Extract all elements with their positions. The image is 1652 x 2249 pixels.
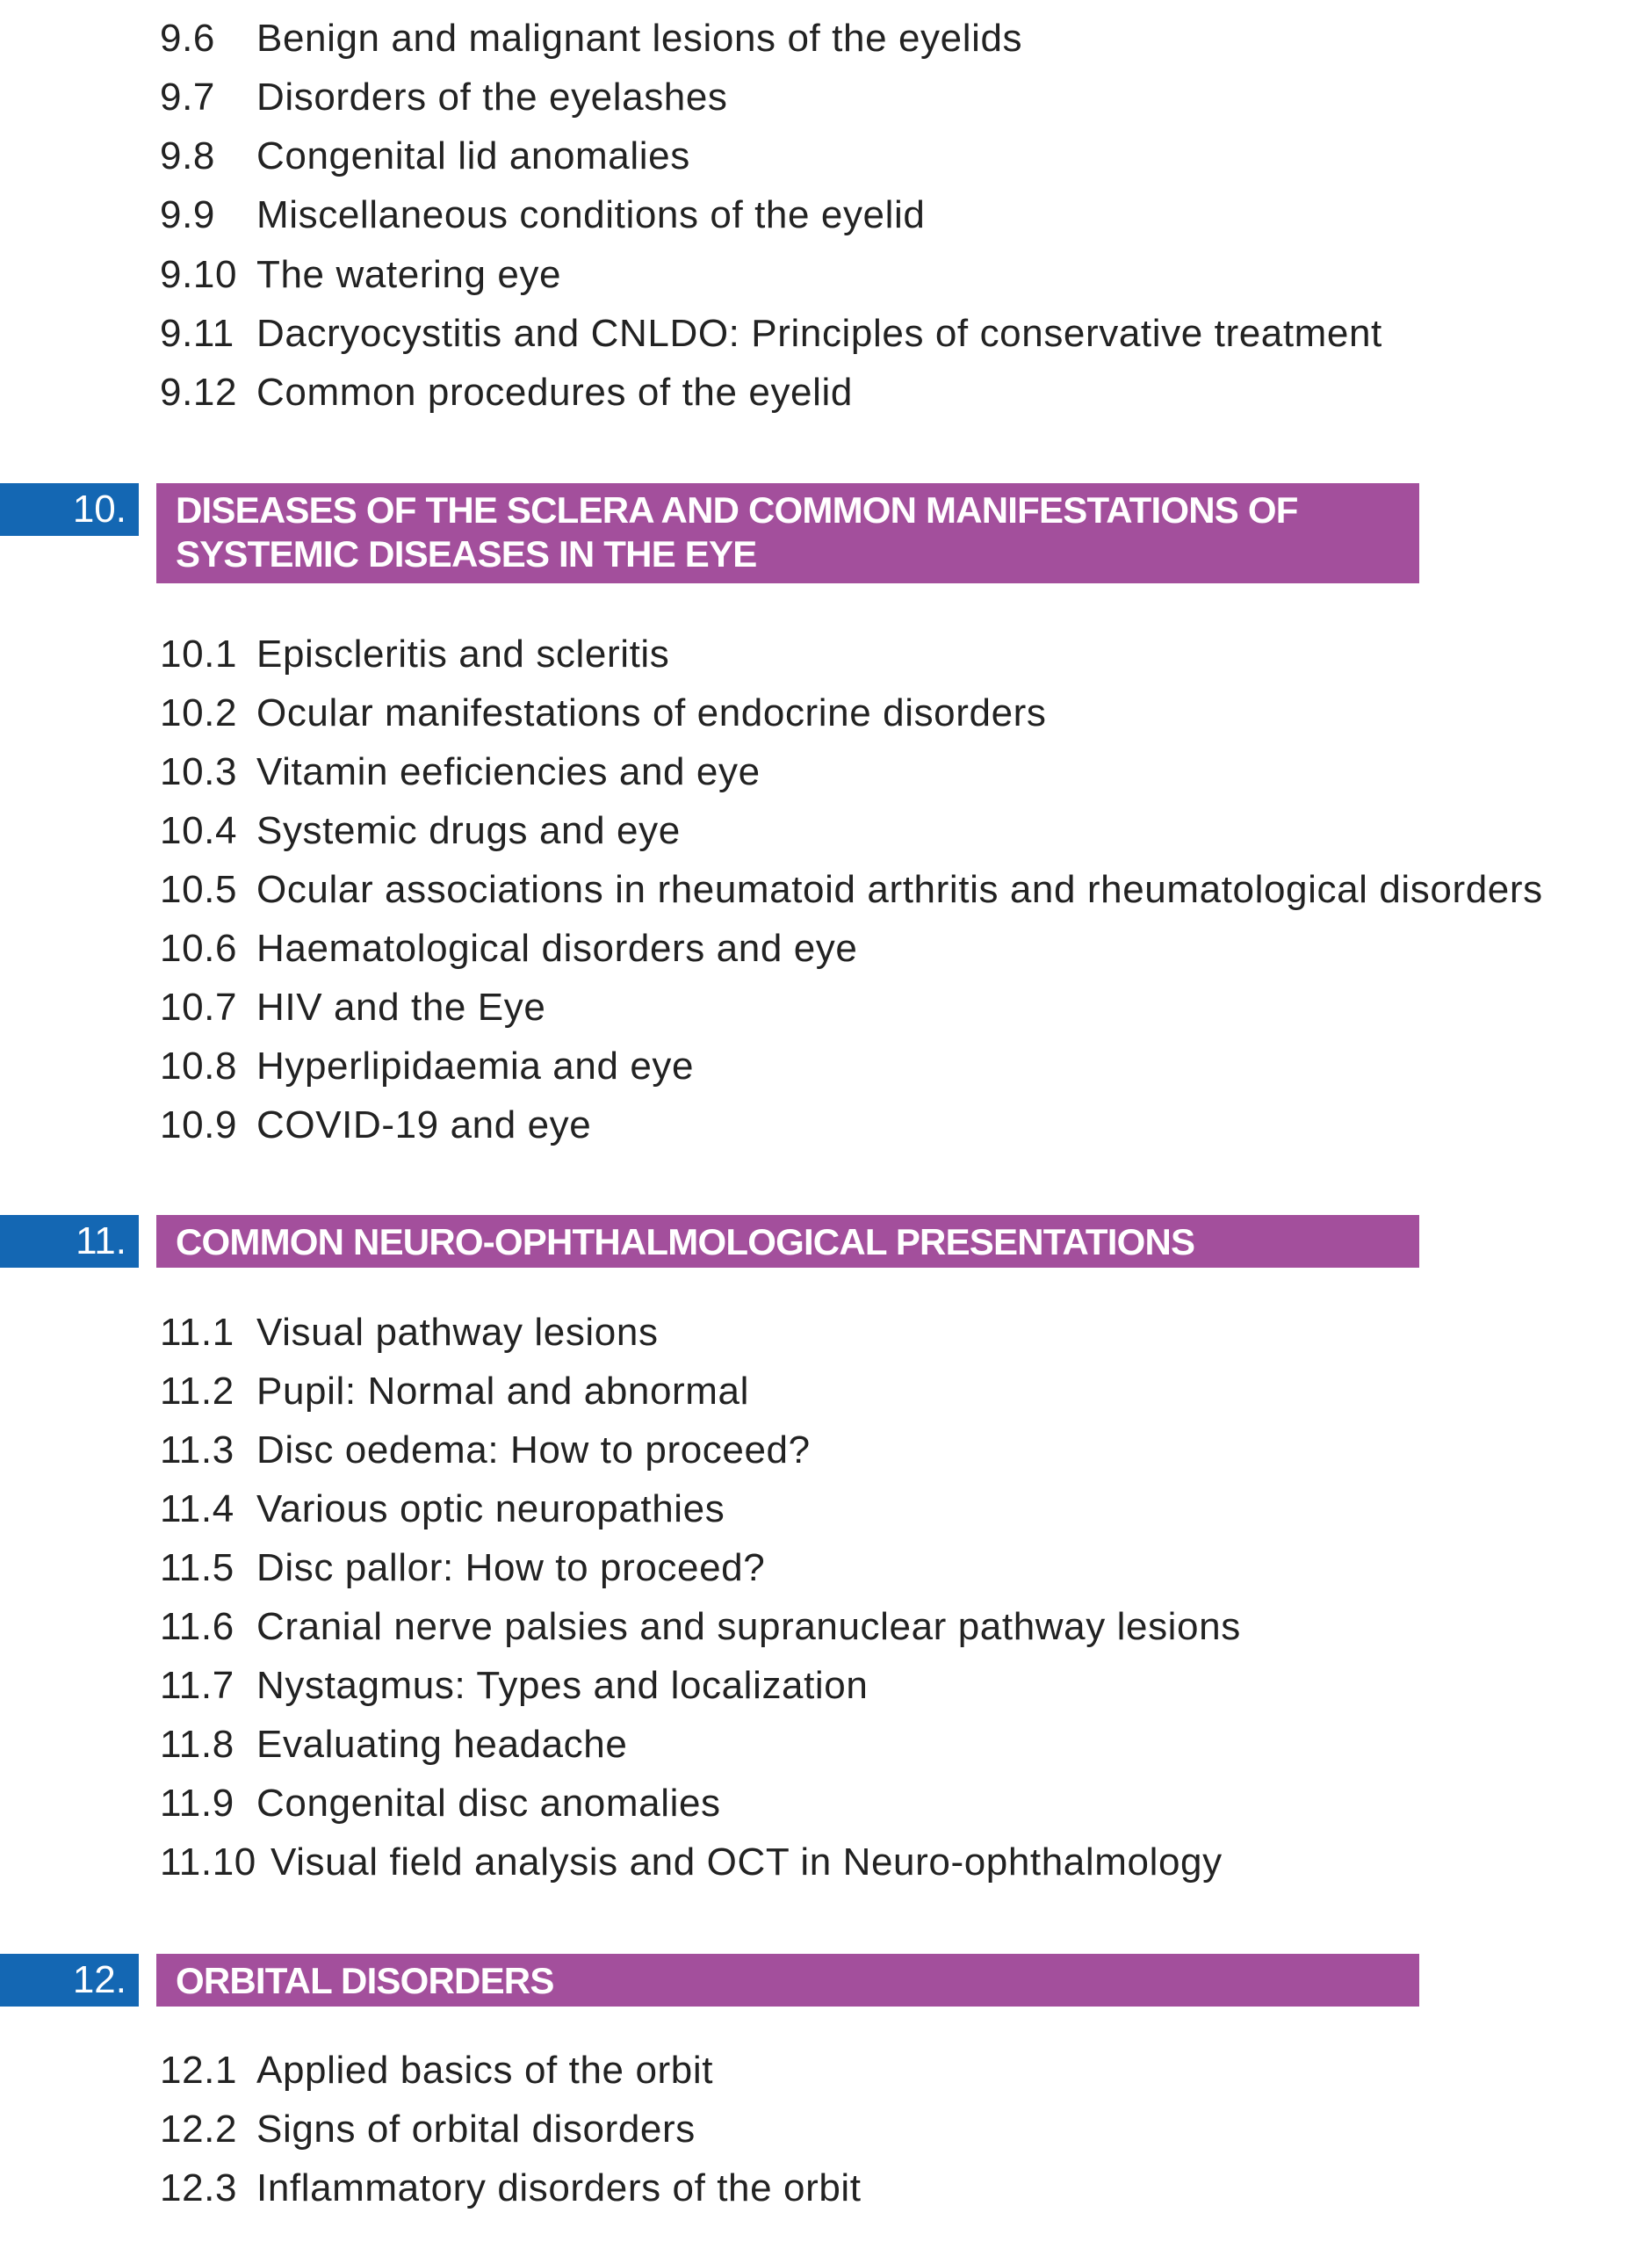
entry-title: Evaluating headache xyxy=(256,1723,628,1766)
entry-title: Various optic neuropathies xyxy=(256,1487,725,1530)
entry-number: 10.3 xyxy=(160,750,238,793)
toc-entry[interactable] xyxy=(160,981,545,1034)
toc-entry[interactable] xyxy=(160,805,681,857)
entry-title: Cranial nerve palsies and supranuclear pathway lesions xyxy=(256,1605,1241,1648)
entry-number: 10.9 xyxy=(160,1103,238,1146)
toc-entry[interactable] xyxy=(160,864,1543,916)
chapter-12-number: 12. xyxy=(0,1954,139,2007)
toc-entry[interactable] xyxy=(160,1365,749,1418)
entry-number: 11.3 xyxy=(160,1428,234,1472)
entry-title: Vitamin eeficiencies and eye xyxy=(256,750,761,793)
entry-number: 9.7 xyxy=(160,76,215,119)
chapter-11-number: 11. xyxy=(0,1215,139,1268)
entry-title: Disorders of the eyelashes xyxy=(256,76,728,119)
entry-title: COVID-19 and eye xyxy=(256,1103,592,1146)
chapter-11-title[interactable]: COMMON NEURO-OPHTHALMOLOGICAL PRESENTATIONS xyxy=(156,1215,1419,1268)
entry-number: 11.9 xyxy=(160,1782,234,1825)
toc-entry[interactable] xyxy=(160,130,690,183)
toc-entry[interactable] xyxy=(160,1424,811,1477)
entry-number: 12.3 xyxy=(160,2166,238,2209)
entry-title: Episcleritis and scleritis xyxy=(256,633,670,676)
entry-number: 10.1 xyxy=(160,633,238,676)
entry-title: Congenital lid anomalies xyxy=(256,134,690,177)
entry-number: 11.10 xyxy=(160,1840,256,1884)
entry-title: HIV and the Eye xyxy=(256,986,546,1029)
entry-title: Visual pathway lesions xyxy=(256,1311,659,1354)
entry-number: 11.7 xyxy=(160,1664,234,1707)
toc-entry[interactable] xyxy=(160,1483,725,1536)
entry-number: 9.9 xyxy=(160,193,215,236)
entry-title: Miscellaneous conditions of the eyelid xyxy=(256,193,926,236)
entry-number: 11.4 xyxy=(160,1487,234,1530)
entry-title: Applied basics of the orbit xyxy=(256,2049,714,2092)
entry-number: 11.1 xyxy=(160,1311,234,1354)
toc-entry[interactable] xyxy=(160,922,857,975)
entry-number: 11.2 xyxy=(160,1370,234,1413)
chapter-10-title-line1: DISEASES OF THE SCLERA AND COMMON MANIFESTATIONS OF xyxy=(176,489,1298,531)
toc-entry[interactable] xyxy=(160,12,1022,65)
toc-entry[interactable] xyxy=(160,1040,694,1093)
toc-entry[interactable] xyxy=(160,1306,659,1359)
entry-title: Congenital disc anomalies xyxy=(256,1782,721,1825)
toc-entry[interactable] xyxy=(160,746,761,799)
entry-number: 12.2 xyxy=(160,2108,238,2151)
toc-entry[interactable] xyxy=(160,628,669,681)
toc-entry[interactable] xyxy=(160,1777,721,1830)
entry-number: 9.12 xyxy=(160,371,238,414)
entry-number: 10.2 xyxy=(160,691,238,734)
entry-title: Pupil: Normal and abnormal xyxy=(256,1370,749,1413)
toc-entry[interactable] xyxy=(160,1099,591,1152)
toc-entry[interactable] xyxy=(160,366,853,419)
entry-title: Disc oedema: How to proceed? xyxy=(256,1428,811,1472)
entry-title: Nystagmus: Types and localization xyxy=(256,1664,869,1707)
toc-entry[interactable] xyxy=(160,687,1047,740)
entry-number: 10.8 xyxy=(160,1045,238,1088)
entry-title: Systemic drugs and eye xyxy=(256,809,681,852)
entry-title: Ocular associations in rheumatoid arthritis and rheumatological disorders xyxy=(256,868,1543,911)
entry-number: 10.4 xyxy=(160,809,238,852)
toc-entry[interactable] xyxy=(160,307,1382,360)
entry-number: 9.8 xyxy=(160,134,215,177)
entry-title: The watering eye xyxy=(256,253,562,296)
entry-title: Benign and malignant lesions of the eyelids xyxy=(256,17,1023,60)
entry-number: 11.6 xyxy=(160,1605,234,1648)
entry-title: Disc pallor: How to proceed? xyxy=(256,1546,766,1589)
toc-entry[interactable] xyxy=(160,1660,868,1712)
toc-entry[interactable] xyxy=(160,1836,1223,1889)
entry-title: Signs of orbital disorders xyxy=(256,2108,696,2151)
toc-entry[interactable] xyxy=(160,189,925,242)
entry-number: 9.10 xyxy=(160,253,238,296)
entry-number: 10.7 xyxy=(160,986,238,1029)
entry-title: Ocular manifestations of endocrine disorders xyxy=(256,691,1047,734)
entry-title: Visual field analysis and OCT in Neuro-ophthalmology xyxy=(271,1840,1223,1884)
entry-number: 9.6 xyxy=(160,17,215,60)
toc-entry[interactable] xyxy=(160,1601,1241,1653)
toc-entry[interactable] xyxy=(160,1542,765,1595)
entry-number: 10.6 xyxy=(160,927,238,970)
entry-title: Inflammatory disorders of the orbit xyxy=(256,2166,862,2209)
entry-number: 11.5 xyxy=(160,1546,234,1589)
toc-entry[interactable] xyxy=(160,1718,627,1771)
toc-entry[interactable] xyxy=(160,2103,696,2156)
chapter-12-title[interactable]: ORBITAL DISORDERS xyxy=(156,1954,1419,2007)
entry-number: 10.5 xyxy=(160,868,238,911)
entry-title: Common procedures of the eyelid xyxy=(256,371,853,414)
entry-title: Dacryocystitis and CNLDO: Principles of conservative treatment xyxy=(256,312,1382,355)
toc-entry[interactable] xyxy=(160,249,561,301)
chapter-10-number: 10. xyxy=(0,483,139,536)
entry-title: Hyperlipidaemia and eye xyxy=(256,1045,695,1088)
entry-number: 11.8 xyxy=(160,1723,234,1766)
entry-number: 12.1 xyxy=(160,2049,238,2092)
toc-entry[interactable] xyxy=(160,71,728,124)
chapter-10-title[interactable] xyxy=(156,483,1419,583)
chapter-10-title-line2: SYSTEMIC DISEASES IN THE EYE xyxy=(176,533,757,575)
entry-title: Haematological disorders and eye xyxy=(256,927,858,970)
entry-number: 9.11 xyxy=(160,312,234,355)
toc-entry[interactable] xyxy=(160,2162,862,2215)
toc-entry[interactable] xyxy=(160,2044,713,2097)
